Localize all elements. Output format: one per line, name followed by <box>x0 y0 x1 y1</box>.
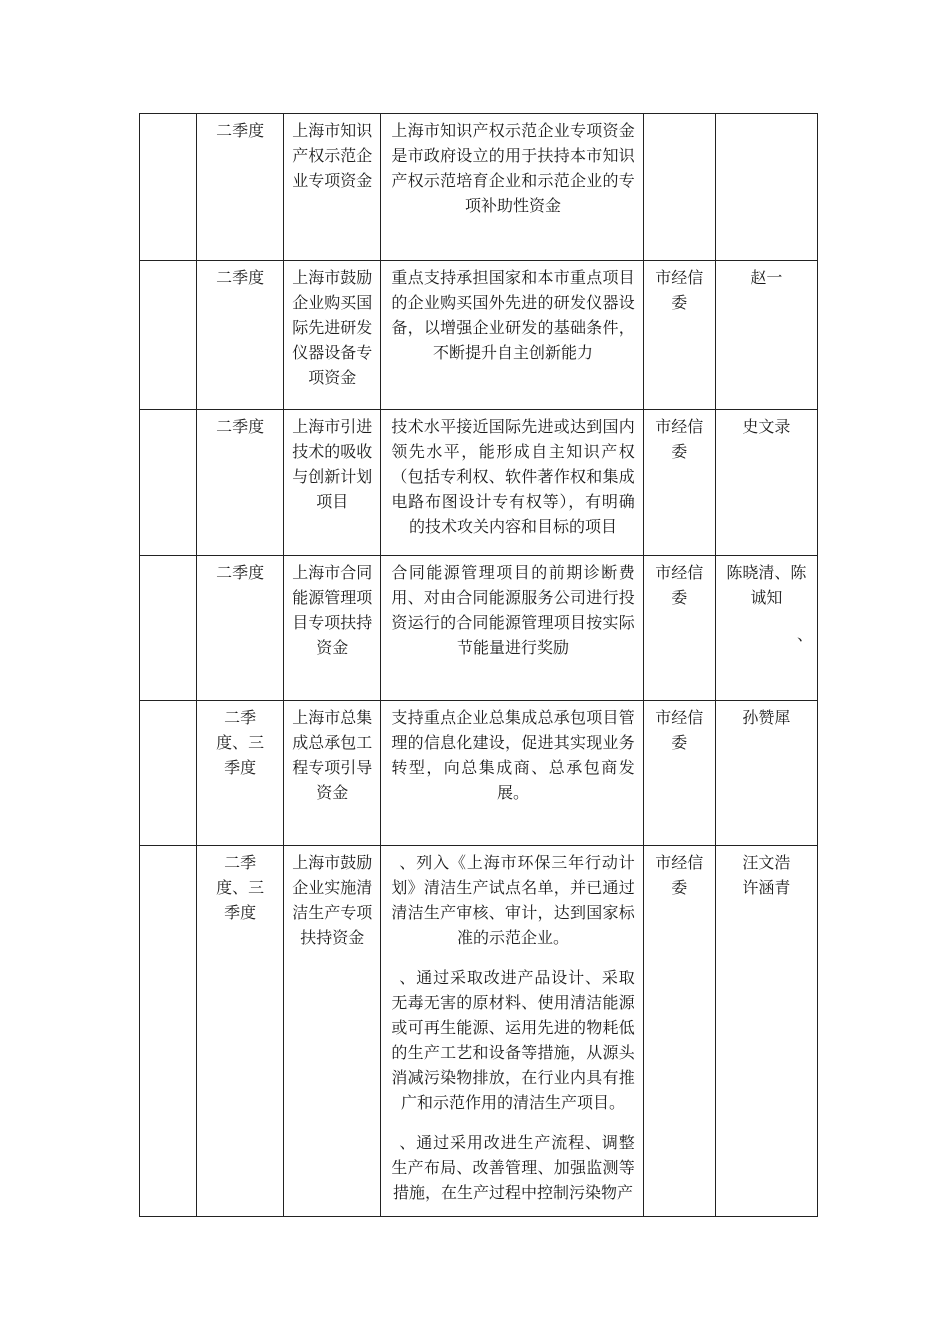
quarter-text: 二季度 <box>216 121 265 140</box>
department-cell <box>643 410 715 556</box>
index-cell <box>140 701 197 846</box>
contact-person: 孙赞犀 <box>742 708 791 727</box>
quarter-cell <box>197 701 284 846</box>
quarter-cell <box>197 114 284 261</box>
contact-person: 汪文浩许涵青 <box>742 853 791 897</box>
project-name-cell <box>284 114 381 261</box>
index-cell <box>140 556 197 701</box>
project-description: 上海市知识产权示范企业专项资金是市政府设立的用于扶持本市知识产权示范培育企业和示范企业的专项补助性资金 <box>391 121 635 215</box>
project-name-cell <box>284 701 381 846</box>
contact-cell <box>715 114 817 261</box>
table-row <box>140 846 818 1217</box>
index-cell <box>140 410 197 556</box>
project-name: 上海市引进技术的吸收与创新计划项目 <box>292 417 373 511</box>
table-row <box>140 261 818 410</box>
table-row <box>140 114 818 261</box>
description-paragraph: 、通过采用改进生产流程、调整生产布局、改善管理、加强监测等措施，在生产过程中控制污染物产 <box>391 1133 635 1202</box>
project-name-cell <box>284 261 381 410</box>
project-name: 上海市鼓励企业实施清洁生产专项扶持资金 <box>292 853 373 947</box>
funding-table <box>139 113 818 1217</box>
contact-person <box>716 114 817 118</box>
project-description: 重点支持承担国家和本市重点项目的企业购买国外先进的研发仪器设备，以增强企业研发的基础条件，不断提升自主创新能力 <box>391 268 635 362</box>
project-description: 合同能源管理项目的前期诊断费用、对由合同能源服务公司进行投资运行的合同能源管理项目按实际节能量进行奖励 <box>391 563 635 657</box>
description-cell <box>381 261 643 410</box>
quarter-text: 二季度、三季度 <box>216 708 265 777</box>
description-cell <box>381 114 643 261</box>
project-name-cell <box>284 846 381 1217</box>
project-name: 上海市鼓励企业购买国际先进研发仪器设备专项资金 <box>292 268 373 387</box>
department-cell <box>643 701 715 846</box>
department: 市经信委 <box>655 853 704 897</box>
description-paragraph: 、列入《上海市环保三年行动计划》清洁生产试点名单，并已通过清洁生产审核、审计，达到国家标准的示范企业。 <box>391 853 635 947</box>
department <box>644 114 715 118</box>
contact-separator: 、 <box>796 625 813 644</box>
index-cell <box>140 261 197 410</box>
quarter-cell <box>197 410 284 556</box>
quarter-text: 二季度、三季度 <box>216 853 265 922</box>
contact-cell <box>715 410 817 556</box>
contact-person: 史文录 <box>742 417 791 436</box>
department-cell <box>643 556 715 701</box>
quarter-cell <box>197 846 284 1217</box>
contact-cell <box>715 556 817 701</box>
project-name-cell <box>284 410 381 556</box>
description-paragraph: 、通过采取改进产品设计、采取无毒无害的原材料、使用清洁能源或可再生能源、运用先进的物耗低的生产工艺和设备等措施，从源头消减污染物排放，在行业内具有推广和示范作用的清洁生产项目。 <box>391 968 635 1112</box>
quarter-text: 二季度 <box>216 563 265 582</box>
table-row <box>140 556 818 701</box>
index-cell <box>140 846 197 1217</box>
contact-cell <box>715 846 817 1217</box>
description-cell <box>381 410 643 556</box>
project-description: 技术水平接近国际先进或达到国内领先水平，能形成自主知识产权（包括专利权、软件著作权和集成电路布图设计专有权等），有明确的技术攻关内容和目标的项目 <box>391 417 635 536</box>
contact-person: 赵一 <box>750 268 783 287</box>
description-cell <box>381 701 643 846</box>
index-cell <box>140 114 197 261</box>
contact-cell <box>715 701 817 846</box>
contact-person: 陈晓清、陈诚知 <box>726 563 807 607</box>
quarter-cell <box>197 556 284 701</box>
department: 市经信委 <box>655 563 704 607</box>
contact-cell <box>715 261 817 410</box>
quarter-cell <box>197 261 284 410</box>
project-description <box>381 846 642 1205</box>
project-name: 上海市合同能源管理项目专项扶持资金 <box>292 563 373 657</box>
description-cell <box>381 556 643 701</box>
department-cell <box>643 846 715 1217</box>
department-cell <box>643 261 715 410</box>
table-row <box>140 410 818 556</box>
project-description: 支持重点企业总集成总承包项目管理的信息化建设，促进其实现业务转型，向总集成商、总承包商发展。 <box>391 708 635 802</box>
project-name: 上海市总集成总承包工程专项引导资金 <box>292 708 373 802</box>
department: 市经信委 <box>655 268 704 312</box>
table-row <box>140 701 818 846</box>
description-cell <box>381 846 643 1217</box>
project-name-cell <box>284 556 381 701</box>
department: 市经信委 <box>655 417 704 461</box>
quarter-text: 二季度 <box>216 417 265 436</box>
project-name: 上海市知识产权示范企业专项资金 <box>292 121 373 190</box>
department: 市经信委 <box>655 708 704 752</box>
quarter-text: 二季度 <box>216 268 265 287</box>
department-cell <box>643 114 715 261</box>
